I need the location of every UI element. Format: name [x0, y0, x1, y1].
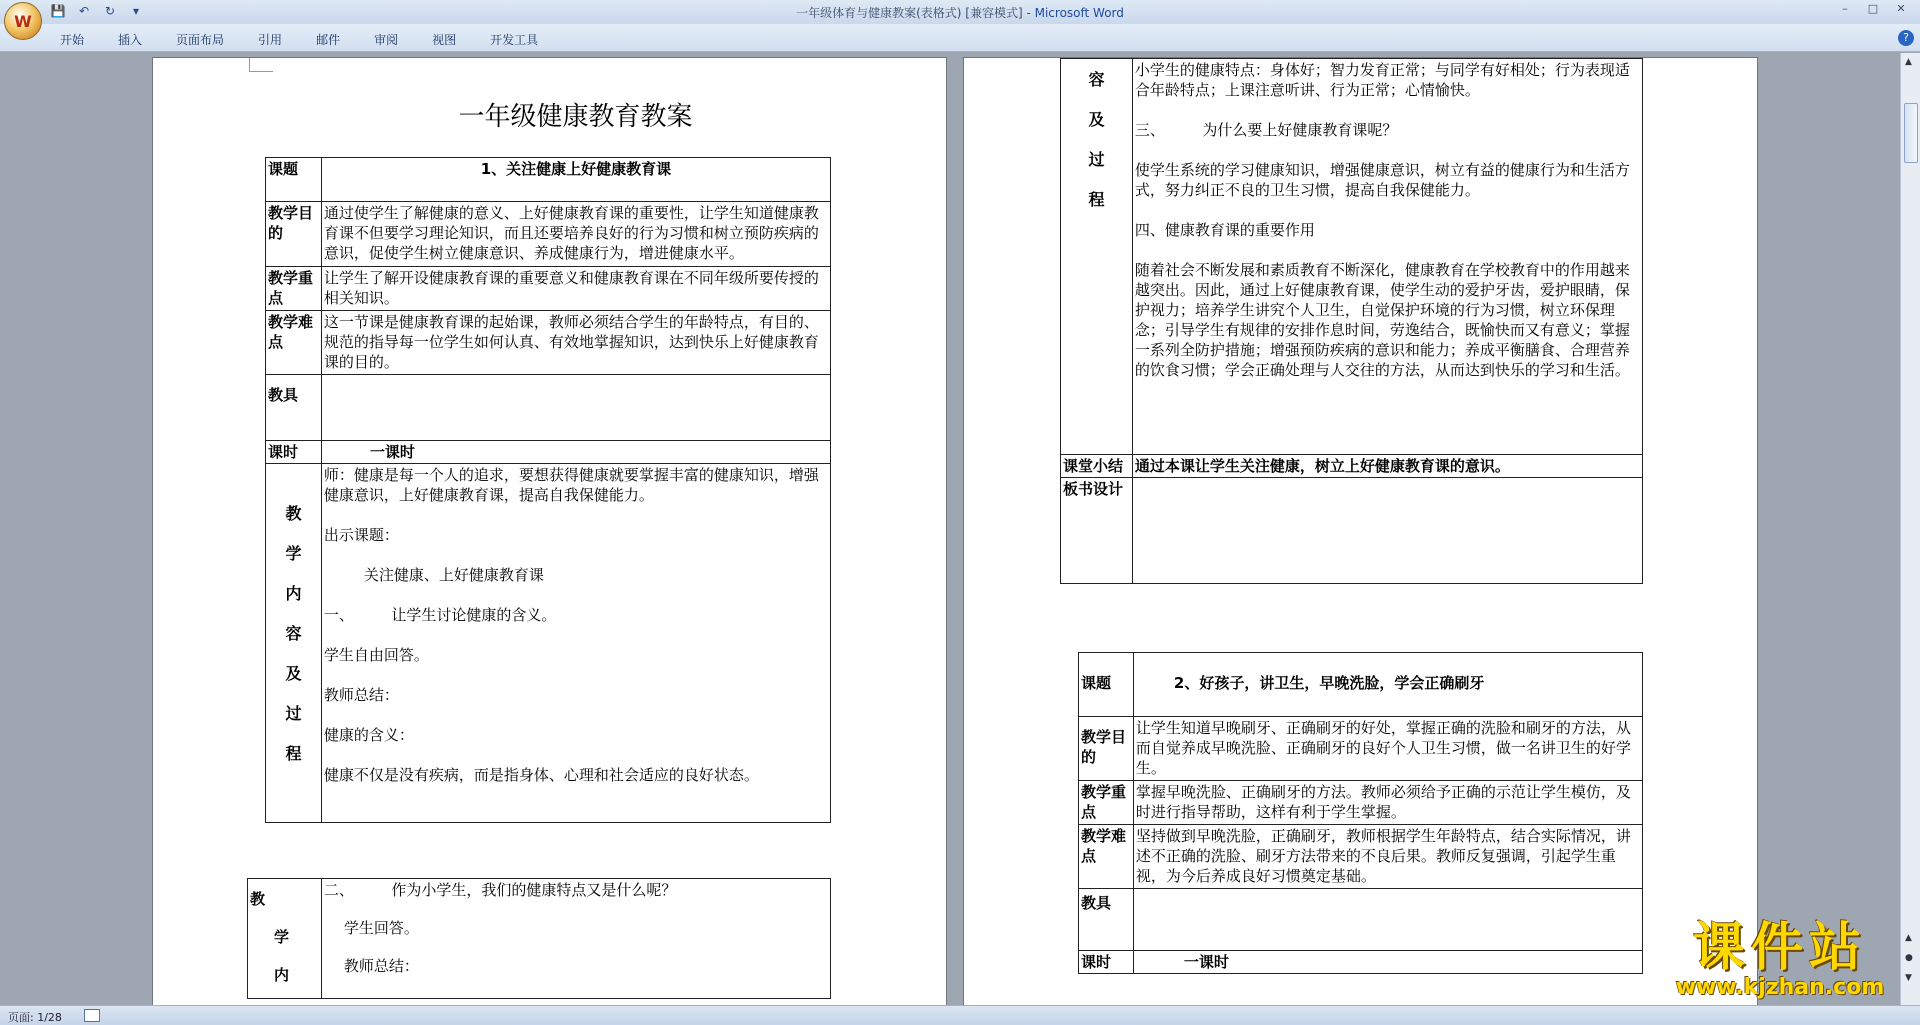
- status-page-count[interactable]: 页面: 1/28: [8, 1011, 62, 1024]
- process-paragraph: 师：健康是每一个人的追求，要想获得健康就要掌握丰富的健康知识，增强健康意识，上好健康教育课，提高自我保健能力。: [323, 466, 819, 504]
- watermark-main: 课件站: [1692, 917, 1867, 978]
- next-page-icon[interactable]: ▼: [1905, 973, 1912, 983]
- quick-access-toolbar: [50, 3, 144, 19]
- redo-icon[interactable]: ↻: [104, 4, 116, 18]
- help-icon[interactable]: ?: [1898, 30, 1914, 46]
- lesson2-goal-label: 教学目的: [1079, 717, 1134, 781]
- table-row: [1079, 717, 1643, 781]
- table-row: [248, 879, 831, 999]
- process-label-char: 及: [1088, 110, 1105, 129]
- lesson2-table[interactable]: [1078, 652, 1643, 974]
- board-design-content[interactable]: [1132, 478, 1642, 584]
- close-icon[interactable]: ✕: [1896, 2, 1906, 15]
- table-row: [1061, 59, 1643, 455]
- window-title-doc: 一年级体育与健康教案(表格式) [兼容模式] -: [796, 6, 1035, 20]
- ribbon-tabs: [60, 31, 538, 48]
- lesson1-tools[interactable]: [321, 375, 830, 441]
- lesson1-tools-label: 教具: [266, 375, 322, 441]
- lesson1-diff-label: 教学难点: [266, 311, 322, 375]
- process-label-char: 过: [285, 704, 302, 723]
- process-paragraph: 出示课题：: [323, 526, 399, 544]
- previous-page-icon[interactable]: ▲: [1905, 933, 1912, 943]
- lesson1-process-label: [266, 464, 322, 823]
- lesson1-continued-table[interactable]: [247, 878, 831, 999]
- lesson2-hours[interactable]: 一课时: [1133, 951, 1642, 974]
- table2-line: 二、 作为小学生，我们的健康特点又是什么呢？: [323, 881, 677, 899]
- lesson2-tools-label: 教具: [1079, 889, 1134, 951]
- lesson1-title-label: 课题: [266, 158, 322, 202]
- lesson2-hours-label: 课时: [1079, 951, 1134, 974]
- table-row: [266, 267, 831, 311]
- office-button-logo: W: [14, 11, 32, 31]
- lesson1-goal-label: 教学目的: [266, 202, 322, 267]
- table-row: [266, 464, 831, 823]
- lesson2-tools[interactable]: [1133, 889, 1642, 951]
- proofing-icon[interactable]: [84, 1009, 100, 1022]
- window-title: [0, 4, 1920, 21]
- watermark-logo: [1660, 917, 1900, 1005]
- undo-icon[interactable]: ↶: [78, 4, 90, 18]
- tab-mailings[interactable]: 邮件: [316, 33, 341, 47]
- process-label-char: 及: [285, 664, 302, 683]
- table2-label-char: 教: [250, 890, 266, 908]
- vertical-scrollbar[interactable]: [1900, 53, 1920, 1005]
- table-row: [266, 158, 831, 202]
- status-bar: [0, 1005, 1920, 1025]
- maximize-icon[interactable]: □: [1867, 2, 1879, 15]
- document-title: 一年级健康教育教案: [458, 102, 693, 132]
- table-row: [1079, 825, 1643, 889]
- table-row: [1061, 455, 1643, 478]
- table-row: [266, 311, 831, 375]
- tab-references[interactable]: 引用: [258, 33, 283, 47]
- table2-label-char: 内: [274, 966, 290, 984]
- lesson2-title-label: 课题: [1079, 653, 1134, 717]
- process-label-char: 内: [285, 584, 302, 603]
- table2-line: 教师总结：: [343, 957, 419, 975]
- process-paragraph: 健康的含义：: [323, 726, 414, 744]
- right-process-content[interactable]: [1132, 59, 1642, 455]
- save-icon[interactable]: 💾: [50, 4, 66, 18]
- document-area[interactable]: [0, 53, 1900, 1005]
- summary-label: 课堂小结: [1061, 455, 1133, 478]
- lesson1-hours-label: 课时: [266, 441, 322, 464]
- process-label-char: 程: [1088, 190, 1105, 209]
- process-label-char: 容: [1088, 70, 1105, 89]
- process-label-char: 容: [285, 624, 302, 643]
- crop-mark: [249, 58, 273, 72]
- table-row: [266, 375, 831, 441]
- lesson2-diff-label: 教学难点: [1079, 825, 1134, 889]
- title-bar: [0, 0, 1920, 24]
- lesson2-key-label: 教学重点: [1079, 781, 1134, 825]
- process-paragraph: 学生自由回答。: [323, 646, 429, 664]
- table2-label: [248, 879, 322, 999]
- lesson1-title[interactable]: 1、关注健康上好健康教育课: [321, 158, 830, 202]
- ribbon: [0, 24, 1920, 52]
- tab-view[interactable]: 视图: [432, 33, 457, 47]
- lesson1-key-label: 教学重点: [266, 267, 322, 311]
- lesson1-process[interactable]: [321, 464, 830, 823]
- lesson2-diff[interactable]: 坚持做到早晚洗脸，正确刷牙，教师根据学生年龄特点，结合实际情况，讲述不正确的洗脸、刷牙方法带来的不良后果。教师反复强调，引起学生重视，为今后养成良好习惯奠定基础。: [1133, 825, 1642, 889]
- lesson2-key[interactable]: 掌握早晚洗脸、正确刷牙的方法。教师必须给予正确的示范让学生模仿，及时进行指导帮助，这样有利于学生掌握。: [1133, 781, 1642, 825]
- process-paragraph: 四、健康教育课的重要作用: [1134, 221, 1315, 239]
- table2-content[interactable]: [321, 879, 830, 999]
- table2-label-char: 学: [274, 928, 290, 946]
- lesson1-key[interactable]: 让学生了解开设健康教育课的重要意义和健康教育课在不同年级所要传授的相关知识。: [321, 267, 830, 311]
- table-row: [1061, 478, 1643, 584]
- continued-process-table[interactable]: [1060, 58, 1643, 584]
- tab-home[interactable]: 开始: [60, 33, 85, 47]
- customize-qat-icon[interactable]: ▾: [132, 4, 140, 18]
- minimize-icon[interactable]: –: [1842, 2, 1848, 15]
- lesson1-table[interactable]: [265, 157, 831, 823]
- process-paragraph: 使学生系统的学习健康知识，增强健康意识，树立有益的健康行为和生活方式，努力纠正不良的卫生习惯，提高自我保健能力。: [1134, 161, 1630, 199]
- scroll-thumb[interactable]: [1904, 103, 1918, 163]
- table-row: [1079, 653, 1643, 717]
- process-label-char: 教: [285, 504, 302, 523]
- lesson1-diff[interactable]: 这一节课是健康教育课的起始课，教师必须结合学生的年龄特点，有目的、规范的指导每一位学生如何认真、有效地掌握知识，达到快乐上好健康教育课的目的。: [321, 311, 830, 375]
- process-label-char: 学: [285, 544, 302, 563]
- process-paragraph: 随着社会不断发展和素质教育不断深化，健康教育在学校教育中的作用越来越突出。因此，通过上好健康教育课，使学生动的爱护牙齿，爱护眼睛，保护视力；培养学生讲究个人卫生，自觉保护环境的行为习惯，树立环保理念；引导学生有规律的安排作息时间，劳逸结合，既愉快而又有意义；掌握一系列全防护措施；增强预防疾病的意识和能力；养成平衡膳食、合理营养的饮食习惯；学会正确处理与人交往的方法，从而达到快乐的学习和生活。: [1134, 261, 1630, 379]
- table2-line: 学生回答。: [343, 919, 419, 937]
- office-button[interactable]: [4, 2, 42, 40]
- table-row: [266, 202, 831, 267]
- tab-insert[interactable]: 插入: [118, 33, 143, 47]
- tab-developer[interactable]: 开发工具: [490, 33, 539, 47]
- process-label-char: 过: [1088, 150, 1105, 169]
- lesson1-goal[interactable]: 通过使学生了解健康的意义、上好健康教育课的重要性，让学生知道健康教育课不但要学习理论知识，而且还要培养良好的行为习惯和树立预防疾病的意识，促使学生树立健康意识、养成健康行为，增进健康水平。: [321, 202, 830, 267]
- page-left[interactable]: [152, 57, 947, 1005]
- tab-page-layout[interactable]: 页面布局: [176, 33, 225, 47]
- tab-review[interactable]: 审阅: [374, 33, 399, 47]
- process-paragraph: 小学生的健康特点：身体好；智力发育正常；与同学有好相处；行为表现适合年龄特点；上课注意听讲、行为正常；心情愉快。: [1134, 61, 1630, 99]
- page-right[interactable]: [963, 57, 1758, 1005]
- table-row: [266, 441, 831, 464]
- process-paragraph: 一、 让学生讨论健康的含义。: [323, 606, 557, 624]
- browse-object-icon[interactable]: ●: [1905, 953, 1913, 963]
- summary-text[interactable]: 通过本课让学生关注健康，树立上好健康教育课的意识。: [1132, 455, 1642, 478]
- process-paragraph: 关注健康、上好健康教育课: [363, 566, 544, 584]
- table-row: [1079, 889, 1643, 951]
- scroll-up-icon[interactable]: ▲: [1905, 57, 1912, 67]
- process-paragraph: 三、 为什么要上好健康教育课呢？: [1134, 121, 1398, 139]
- process-paragraph: 教师总结：: [323, 686, 399, 704]
- watermark-url: www.kjzhan.com: [1675, 975, 1885, 1000]
- process-paragraph: 健康不仅是没有疾病，而是指身体、心理和社会适应的良好状态。: [323, 766, 759, 784]
- lesson2-goal[interactable]: 让学生知道早晚刷牙、正确刷牙的好处，掌握正确的洗脸和刷牙的方法，从而自觉养成早晚洗脸、正确刷牙的良好个人卫生习惯，做一名讲卫生的好学生。: [1133, 717, 1642, 781]
- process-label-char: 程: [285, 744, 302, 763]
- window-controls: [1832, 2, 1914, 20]
- table-row: [1079, 951, 1643, 974]
- window-title-app: Microsoft Word: [1034, 6, 1124, 20]
- lesson1-hours[interactable]: 一课时: [321, 441, 830, 464]
- right-process-label: [1061, 59, 1133, 455]
- board-design-label: 板书设计: [1061, 478, 1133, 584]
- table-row: [1079, 781, 1643, 825]
- lesson2-title[interactable]: 2、好孩子，讲卫生，早晚洗脸，学会正确刷牙: [1133, 653, 1642, 717]
